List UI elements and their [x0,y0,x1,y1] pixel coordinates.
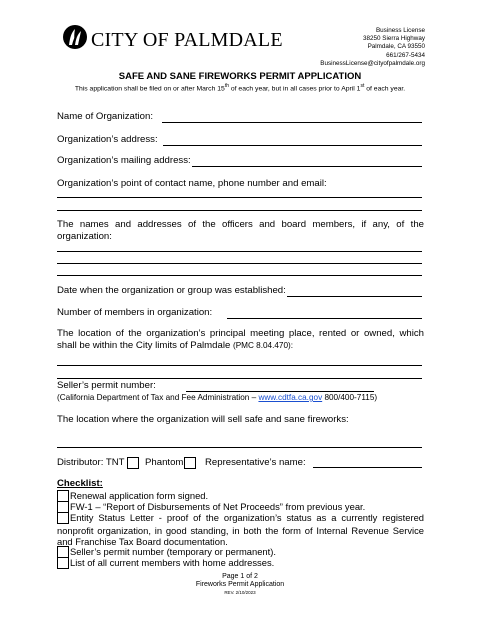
checklist-item [57,557,274,570]
org-address-label: Organization’s address: [57,134,158,145]
meeting-place-reference: (PMC 8.04.470): [232,341,294,351]
checklist-item-label: FW-1 – “Report of Disbursements of Net Proceeds” from previous year. [70,501,366,512]
page-number: Page 1 of 2 [222,573,258,580]
cdtfa-link[interactable]: www.cdtfa.ca.gov [258,393,323,402]
members-label: Number of members in organization: [57,307,213,318]
seller-permit-label: Seller’s permit number: [57,380,156,391]
subtitle-part: of each year. [364,85,406,93]
representative-field[interactable] [313,467,422,468]
seller-permit-field[interactable] [186,391,374,392]
checklist-item [57,512,424,547]
officers-label: The names and addresses of the officers and board members, if any, of the organization: [57,219,424,243]
subtitle-sup: th [224,83,229,89]
distributor-label: Distributor: TNT [57,457,125,468]
contact-street: 38250 Sierra Highway [363,35,425,43]
officers-field-1[interactable] [57,251,422,252]
footer-revision: REV. 2/10/2023 [224,590,256,595]
org-name-field[interactable] [162,122,422,123]
footer-doc-name: Fireworks Permit Application [195,581,285,588]
org-address-field[interactable] [163,145,422,146]
checklist-heading [57,478,103,489]
subtitle-sup: st [360,83,365,89]
representative-label: Representative’s name: [205,457,306,468]
subtitle-part: of each year, but in all cases prior to April 1 [228,85,361,93]
cdtfa-phone: 800/400-7115) [322,393,378,402]
city-logo-icon [62,24,88,50]
phantom-label: Phantom [145,457,184,468]
form-subtitle [0,83,480,92]
established-label: Date when the organization or group was established: [57,285,286,296]
contact-email: BusinessLicense@cityofpalmdale.org [320,59,425,67]
officers-field-3[interactable] [57,275,422,276]
contact-info-field-1[interactable] [57,197,422,198]
sell-location-label: The location where the organization will sell safe and sane fireworks: [57,414,349,425]
mailing-address-field[interactable] [192,166,422,167]
meeting-place-label [57,328,424,353]
meeting-place-field-1[interactable] [57,365,422,366]
checklist-item-label: List of all current members with home addresses. [70,557,275,568]
tnt-checkbox[interactable] [127,457,139,469]
sell-location-field[interactable] [57,447,422,448]
contact-info-field-2[interactable] [57,210,422,211]
subtitle-part: This application shall be filed on or after March 15 [74,85,225,93]
contact-phone: 661/267-5434 [386,51,425,59]
checklist-checkbox[interactable] [57,557,69,569]
contact-block [320,27,425,68]
meeting-place-text: The location of the organization’s principal meeting place, rented or owned, which shall be within the City limits of Palmdale [57,328,424,352]
checklist-item-label: Renewal application form signed. [70,490,209,501]
cdtfa-note [57,393,377,402]
cdtfa-note-text: (California Department of Tax and Fee Administration – [57,393,259,402]
established-field[interactable] [287,296,422,297]
contact-info-label: Organization’s point of contact name, phone number and email: [57,178,327,189]
checklist-heading-text: Checklist: [57,478,103,489]
meeting-place-field-2[interactable] [57,378,422,379]
checklist-item-label: Entity Status Letter - proof of the organization’s status as a currently registered nonprofit organization, in good standing, in both the form of Internal Revenue Service and Franchise Tax Board documentation. [57,512,424,547]
city-name-logo: CITY OF PALMDALE [91,29,283,51]
form-title: SAFE AND SANE FIREWORKS PERMIT APPLICATION [118,71,362,82]
phantom-checkbox[interactable] [184,457,196,469]
checklist-checkbox[interactable] [57,512,69,524]
checklist-item-label: Seller’s permit number (temporary or permanent). [70,546,276,557]
org-name-label: Name of Organization: [57,111,153,122]
members-field[interactable] [227,318,422,319]
contact-city: Palmdale, CA 93550 [367,43,425,51]
contact-dept: Business License [375,27,425,34]
mailing-address-label: Organization’s mailing address: [57,155,191,166]
officers-field-2[interactable] [57,263,422,264]
